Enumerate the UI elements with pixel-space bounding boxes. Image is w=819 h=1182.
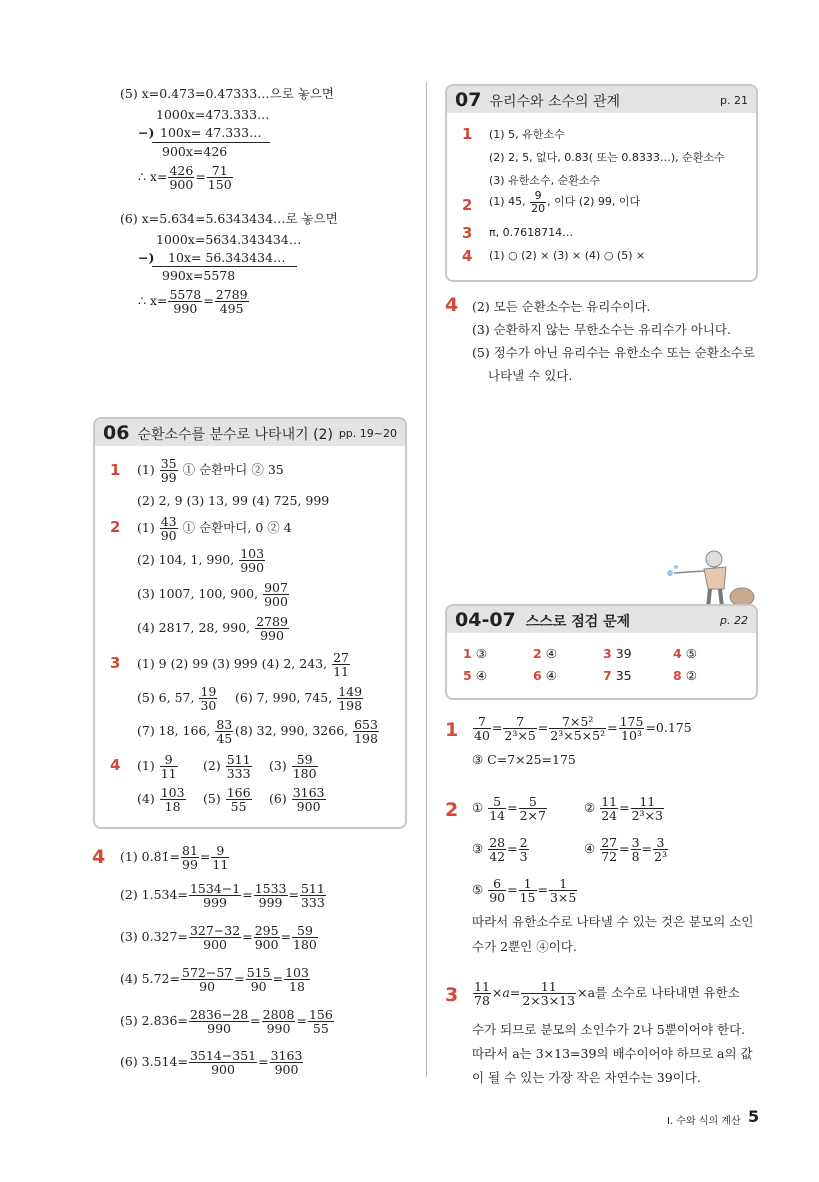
solution-line: (1) 0.8̇1̇= $\frac{81}{99}$ = $\frac{9}{11}$	[120, 843, 229, 873]
answer-line: (4) 2817, 28, 990, $\frac{2789}{990}$	[137, 614, 288, 644]
column-divider	[426, 82, 427, 1077]
section-number: 04-07	[455, 609, 516, 631]
subtraction-rule	[152, 266, 297, 267]
q-number: 3	[445, 984, 459, 1006]
answer-item: 7 35	[603, 668, 632, 683]
solution-line: 따라서 유한소수로 나타낼 수 있는 것은 분모의 소인	[472, 914, 754, 929]
p6-intro: (6) x=5.6̇34̇=5.6343434…로 놓으면	[120, 211, 338, 226]
answer-line: (1) 45, $\frac{9}{20}$ , 이다 (2) 99, 이다	[489, 189, 641, 215]
section-title: 유리수와 소수의 관계	[489, 94, 621, 110]
q-number: 3	[110, 654, 121, 672]
answer-line: (2) 104, 1, 990, $\frac{103}{990}$	[137, 546, 265, 576]
page-ref: pp. 19~20	[338, 427, 397, 440]
answer-line: (1) 5, 유한소수	[489, 128, 565, 141]
section-0407-box	[445, 604, 758, 700]
solution-line: $\frac{7}{40}$ = $\frac{7}{\text{2³×5}}$ = $\frac{\text{7×5²}}{\text{2³×5×5²}}$ = $\frac{175}{\text{10³}}$ =0.175	[474, 714, 692, 744]
answer-line: (2) 2, 5, 없다, 0.83̇( 또는 0.8333…), 순환소수	[489, 151, 725, 164]
solution-line: (3) 0.327̇= $\frac{327-32}{900}$ = $\frac{295}{900}$ = $\frac{59}{180}$	[120, 923, 317, 953]
solution-line: $\frac{11}{78}$ ×a= $\frac{11}{2\times 3\times 13}$ ×a를 소수로 나타내면 유한소	[474, 979, 740, 1009]
p6-result: ∴ x= $\frac{5578}{990}$ = $\frac{2789}{495}$	[138, 287, 248, 317]
answer-line: (2) $\frac{511}{333}$	[203, 752, 251, 782]
solution-line: (2) 1.5̇34̇= $\frac{1534-1}{999}$ = $\frac{1533}{999}$ = $\frac{511}{333}$	[120, 881, 325, 911]
answer-line: (3) 유한소수, 순환소수	[489, 174, 601, 187]
head-icon	[706, 551, 722, 567]
answer-line: (7) 18, 166, $\frac{83}{45}$	[137, 717, 233, 747]
solution-line: ① $\frac{5}{14}$ = $\frac{5}{2\times 7}$	[472, 794, 546, 824]
p5-line2: 100x= 47.333…	[160, 125, 262, 140]
minus-sign: −)	[138, 250, 155, 265]
answer-line: (5) 6, 57, $\frac{19}{30}$	[137, 684, 217, 714]
p5-intro: (5) x=0.473̇=0.47333…으로 놓으면	[120, 86, 335, 101]
solution-line: (6) 3.514̇= $\frac{3514-351}{900}$ = $\frac{3163}{900}$	[120, 1048, 303, 1078]
solution-line: ④ $\frac{27}{72}$ = $\frac{3}{8}$ = $\frac{3}{\text{2³}}$	[584, 835, 667, 865]
sparkle-icon	[667, 570, 673, 576]
answer-line: (1) ○ (2) × (3) × (4) ○ (5) ×	[489, 249, 646, 262]
q-number: 1	[462, 125, 473, 143]
answer-item: 5 ④	[463, 668, 487, 683]
chapter-label: Ⅰ. 수와 식의 계산	[667, 1116, 741, 1127]
solution-line: (4) 5.72̇= $\frac{572-57}{90}$ = $\frac{515}{90}$ = $\frac{103}{18}$	[120, 965, 309, 995]
section-title: 스스로 점검 문제	[525, 614, 631, 630]
answer-line: (6) 7, 990, 745, $\frac{149}{198}$	[235, 684, 363, 714]
section-title: 순환소수를 분수로 나타내기 (2)	[137, 427, 333, 443]
q-number: 3	[462, 224, 473, 242]
p5-result: ∴ x= $\frac{426}{900}$ = $\frac{71}{150}$	[138, 163, 232, 193]
answer-line: (2) 2, 9 (3) 13, 99 (4) 725, 999	[137, 493, 330, 508]
section-06-box	[93, 417, 407, 829]
wand-icon	[674, 571, 704, 573]
answer-item: 4 ⑤	[673, 646, 697, 661]
answer-item: 3 39	[603, 646, 632, 661]
solution-line: (2) 모든 순환소수는 유리수이다.	[472, 299, 651, 314]
solution-line: 나타낼 수 있다.	[488, 368, 573, 383]
answer-line: (8) 32, 990, 3266, $\frac{653}{198}$	[235, 717, 378, 747]
q-number: 2	[462, 196, 473, 214]
q-number: 2	[110, 518, 121, 536]
answer-line: (1) 9 (2) 99 (3) 999 (4) 2, 243, $\frac{27}{11}$	[137, 650, 349, 680]
q-number: 1	[445, 719, 459, 741]
solution-line: 따라서 a는 3×13=39의 배수이어야 하므로 a의 값	[472, 1046, 753, 1061]
page-number: 5	[748, 1107, 760, 1126]
p6-line2: 10x= 56.343434…	[168, 250, 286, 265]
q-number: 2	[445, 799, 459, 821]
answer-item: 8 ②	[673, 668, 697, 683]
answer-line: (6) $\frac{3163}{900}$	[269, 785, 325, 815]
q-number: 4	[92, 846, 106, 868]
solution-line: ⑤ $\frac{6}{90}$ = $\frac{1}{15}$ = $\frac{1}{3\times 5}$	[472, 876, 577, 906]
section-07-box	[445, 84, 758, 282]
solution-line: (5) 정수가 아닌 유리수는 유한소수 또는 순환소수로	[472, 345, 756, 360]
solution-line: 이 될 수 있는 가장 작은 자연수는 39이다.	[472, 1070, 701, 1085]
section-number: 07	[455, 89, 482, 111]
solution-line: ② $\frac{11}{24}$ = $\frac{11}{\text{2³×3}}$	[584, 794, 663, 824]
page-ref: p. 21	[720, 94, 748, 107]
body-icon	[704, 567, 726, 589]
answer-line: (1) $\frac{43}{90}$ ① 순환마디, 0 ② 4	[137, 514, 292, 544]
page-ref: p. 22	[720, 614, 748, 627]
q-number: 4	[462, 247, 473, 265]
p6-line3: 990x=5578	[162, 268, 236, 283]
answer-line: (1) $\frac{9}{11}$	[137, 752, 177, 782]
solution-line: 수가 되므로 분모의 소인수가 2나 5뿐이어야 한다.	[472, 1022, 746, 1037]
p6-line1: 1000x=5634.343434…	[156, 232, 302, 247]
solution-line: (5) 2.8̇36̇= $\frac{2836-28}{990}$ = $\frac{2808}{990}$ = $\frac{156}{55}$	[120, 1007, 333, 1037]
answer-line: π, 0.7618714…	[489, 226, 574, 239]
sparkle-icon	[674, 565, 678, 569]
q-number: 4	[445, 294, 459, 316]
q-number: 1	[110, 461, 121, 479]
section-number: 06	[103, 422, 130, 444]
solution-line: (3) 순환하지 않는 무한소수는 유리수가 아니다.	[472, 322, 731, 337]
answer-line: (1) $\frac{35}{99}$ ① 순환마디 ② 35	[137, 456, 284, 486]
answer-line: (5) $\frac{166}{55}$	[203, 785, 251, 815]
p5-line1: 1000x=473.333…	[156, 107, 270, 122]
answer-item: 1 ③	[463, 646, 487, 661]
answer-line: (4) $\frac{103}{18}$	[137, 785, 185, 815]
answer-line: (3) 1007, 100, 900, $\frac{907}{900}$	[137, 580, 288, 610]
subtraction-rule	[152, 142, 270, 143]
solution-line: ③ $\frac{28}{42}$ = $\frac{2}{3}$	[472, 835, 528, 865]
minus-sign: −)	[138, 125, 155, 140]
character-illustration	[664, 545, 760, 611]
solution-line: 수가 2뿐인 ④이다.	[472, 939, 577, 954]
answer-item: 6 ④	[533, 668, 557, 683]
p5-line3: 900x=426	[162, 144, 228, 159]
solution-line: ③ C=7×25=175	[472, 752, 576, 767]
q-number: 4	[110, 756, 121, 774]
answer-item: 2 ④	[533, 646, 557, 661]
answer-line: (3) $\frac{59}{180}$	[269, 752, 317, 782]
